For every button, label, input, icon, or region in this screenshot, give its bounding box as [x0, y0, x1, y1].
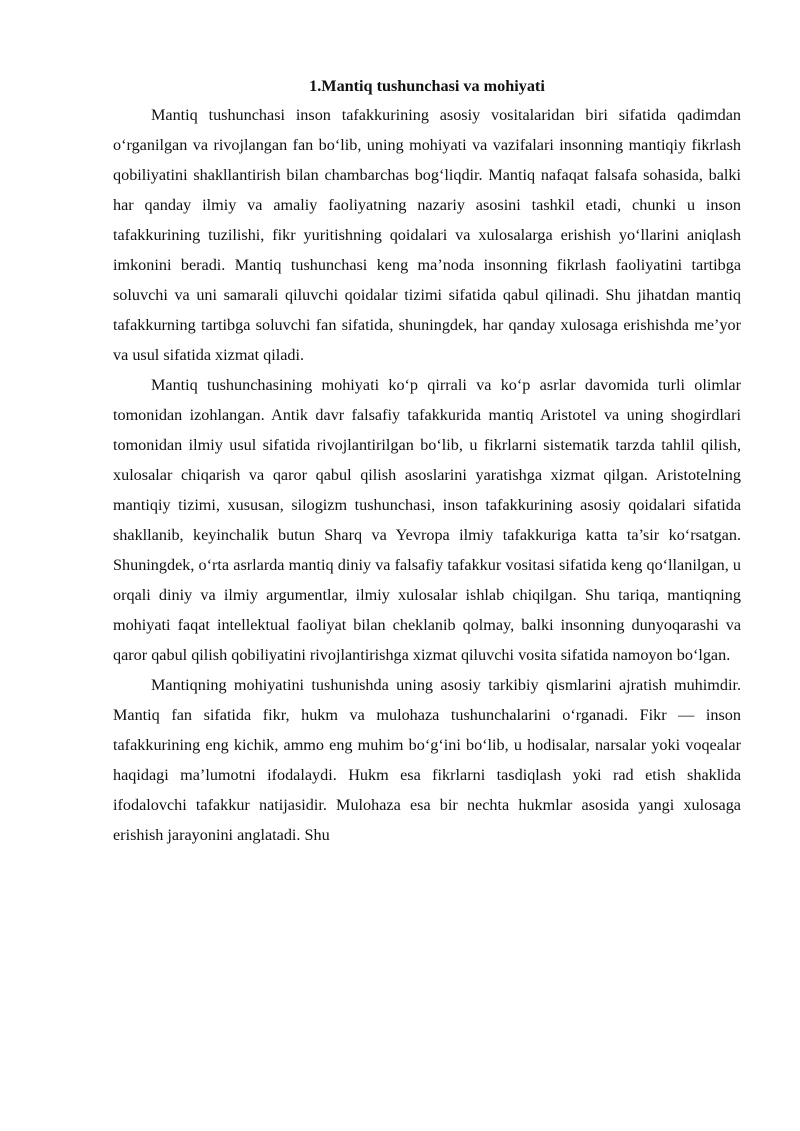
paragraph-2: Mantiq tushunchasining mohiyati ko‘p qirrali va ko‘p asrlar davomida turli olimlar tomonidan izohlangan. Antik davr falsafiy tafakkurida mantiq Aristotel va uning shogirdlari tomonidan ilmiy usul sifatida rivojlantirilgan bo‘lib, u fikrlarni sistematik tarzda tahlil qilish, xulosalar chiqarish va qaror qabul qilish asoslarini yaratishga xizmat qilgan. Aristotelning mantiqiy tizimi, xususan, silogizm tushunchasi, inson tafakkurining asosiy qoidalari sifatida shakllanib, keyinchalik butun Sharq va Yevropa ilmiy tafakkuriga katta ta’sir ko‘rsatgan. Shuningdek, o‘rta asrlarda mantiq diniy va falsafiy tafakkur vositasi sifatida keng qo‘llanilgan, u orqali diniy va ilmiy argumentlar, ilmiy xulosalar ishlab chiqilgan. Shu tariqa, mantiqning mohiyati faqat intellektual faoliyat bilan cheklanib qolmay, balki insonning dunyoqarashi va qaror qabul qilish qobiliyatini rivojlantirishga xizmat qiluvchi vosita sifatida namoyon bo‘lgan.	[113, 376, 741, 664]
paragraph-3: Mantiqning mohiyatini tushunishda uning asosiy tarkibiy qismlarini ajratish muhimdir. Mantiq fan sifatida fikr, hukm va mulohaza tushunchalarini o‘rganadi. Fikr — inson tafakkurining eng kichik, ammo eng muhim bo‘g‘ini bo‘lib, u hodisalar, narsalar yoki voqealar haqidagi ma’lumotni ifodalaydi. Hukm esa fikrlarni tasdiqlash yoki rad etish shaklida ifodalovchi tafakkur natijasidir. Mulohaza esa bir nechta hukmlar asosida yangi xulosaga erishish jarayonini anglatadi. Shu	[113, 676, 741, 844]
section-title: 1.Mantiq tushunchasi va mohiyati	[309, 77, 545, 95]
document-body	[113, 72, 741, 850]
paragraph-1: Mantiq tushunchasi inson tafakkurining asosiy vositalaridan biri sifatida qadimdan o‘rganilgan va rivojlangan fan bo‘lib, uning mohiyati va vazifalari insonning mantiqiy fikrlash qobiliyatini shakllantirish bilan chambarchas bog‘liqdir. Mantiq nafaqat falsafa sohasida, balki har qanday ilmiy va amaliy faoliyatning nazariy asosini tashkil etadi, chunki u inson tafakkurining tuzilishi, fikr yuritishning qoidalari va xulosalarga erishish yo‘llarini aniqlash imkonini beradi. Mantiq tushunchasi keng ma’noda insonning fikrlash faoliyatini tartibga soluvchi va uni samarali qiluvchi qoidalar tizimi sifatida qabul qilinadi. Shu jihatdan mantiq tafakkurning tartibga soluvchi fan sifatida, shuningdek, har qanday xulosaga erishishda me’yor va usul sifatida xizmat qiladi.	[113, 106, 741, 364]
